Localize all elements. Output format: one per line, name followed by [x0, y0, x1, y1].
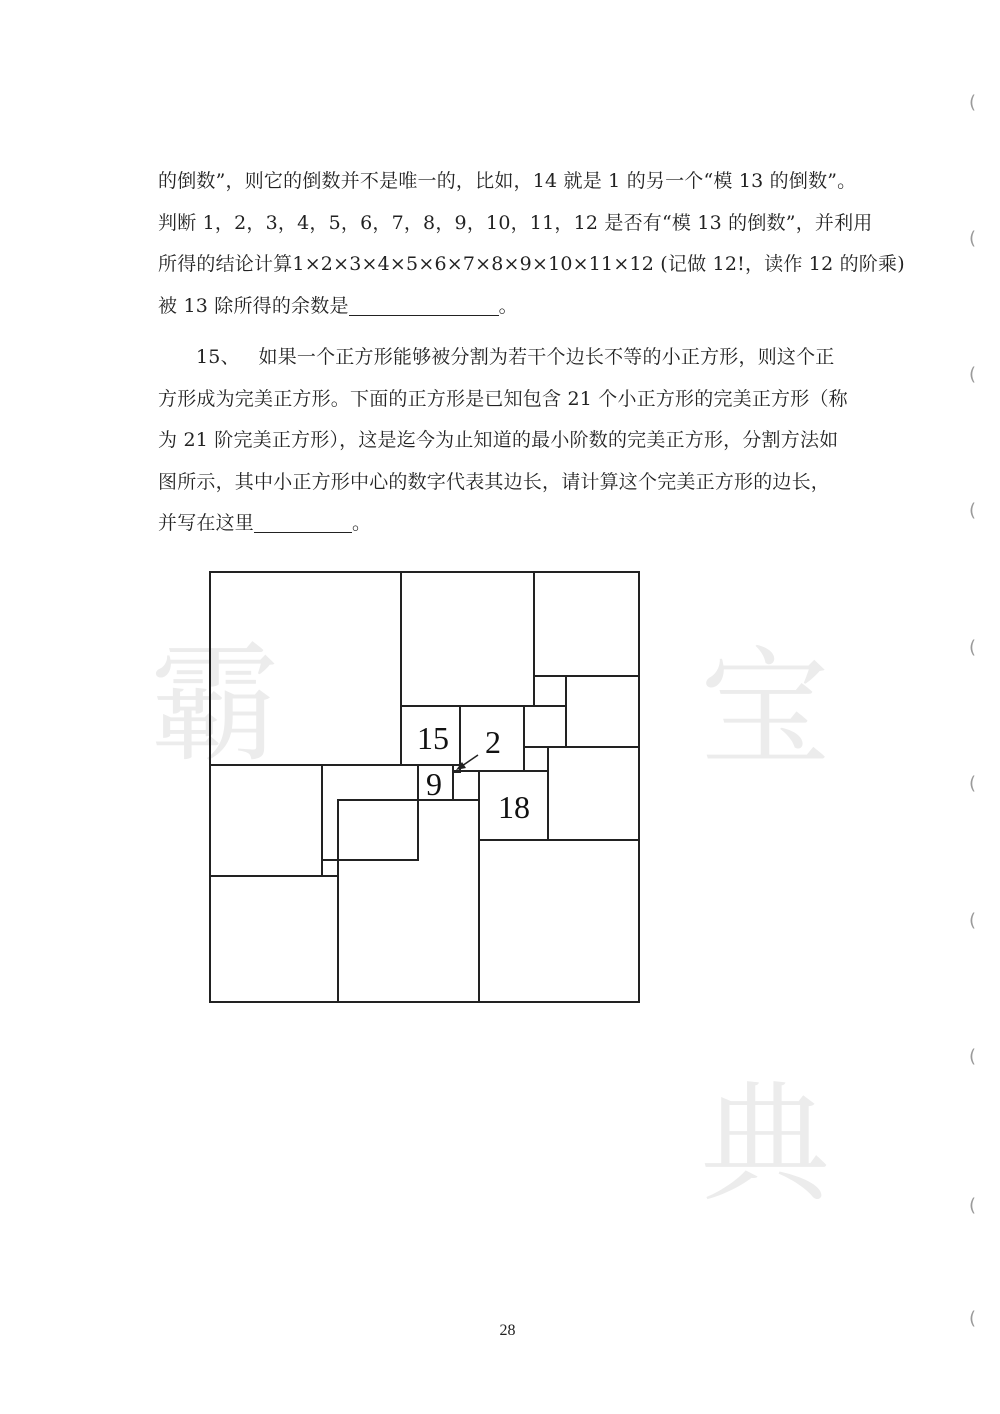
- q15-line-2: 方形成为完美正方形。下面的正方形是已知包含 21 个小正方形的完美正方形（称: [158, 387, 848, 410]
- page-number: 28: [499, 1322, 516, 1339]
- binder-hole-icon: (: [968, 910, 976, 931]
- sub-square: [524, 706, 566, 747]
- sub-square: [566, 676, 639, 747]
- q14-line-3: 所得的结论计算1×2×3×4×5×6×7×8×9×10×11×12 (记做 12!，读作 12 的阶乘): [158, 253, 905, 275]
- sub-square: [534, 676, 566, 706]
- q15-line-4: 图所示，其中小正方形中心的数字代表其边长，请计算这个完美正方形的边长，: [158, 470, 831, 493]
- label-9: 9: [426, 766, 442, 802]
- sub-square: [210, 876, 338, 1002]
- sub-square: [453, 771, 479, 800]
- binder-hole-icon: (: [968, 92, 976, 113]
- q15-line-1-text: 如果一个正方形能够被分割为若干个边长不等的小正方形，则这个正: [258, 346, 835, 368]
- q14-answer-prompt: 被 13 除所得的余数是: [158, 294, 349, 317]
- q15-answer-prompt: 并写在这里: [158, 512, 255, 534]
- binder-hole-icon: (: [968, 228, 976, 249]
- binder-hole-icon: (: [968, 364, 976, 385]
- q15-period: 。: [352, 512, 372, 534]
- sub-square: [338, 800, 479, 1002]
- binder-hole-icon: (: [968, 773, 976, 794]
- sub-square: [322, 765, 418, 860]
- binder-hole-icon: (: [968, 500, 976, 521]
- label-2: 2: [485, 724, 501, 760]
- q15-line-3: 为 21 阶完美正方形），这是迄今为止知道的最小阶数的完美正方形，分割方法如: [158, 429, 839, 451]
- binder-hole-icon: (: [968, 1046, 976, 1067]
- label-15: 15: [417, 720, 449, 756]
- watermark-left: 霸: [150, 628, 281, 780]
- watermark-right-top: 宝: [700, 633, 831, 785]
- sub-square: [401, 572, 534, 706]
- sub-square: [479, 840, 639, 1002]
- binder-hole-icon: (: [968, 637, 976, 658]
- binder-hole-icon: (: [968, 1308, 976, 1329]
- sub-square: [534, 572, 639, 676]
- sub-square: [210, 572, 401, 765]
- q15-number: 15、: [196, 346, 240, 368]
- watermark-right-bottom: 典: [700, 1068, 831, 1220]
- q14-line-2: 判断 1，2，3，4，5，6，7，8，9，10，11，12 是否有“模 13 的倒数”，并利用: [158, 211, 873, 234]
- sub-square: [210, 765, 322, 876]
- label-18: 18: [498, 789, 530, 825]
- q14-line-1: 的倒数”，则它的倒数并不是唯一的，比如，14 就是 1 的另一个“模 13 的倒数”。: [158, 170, 857, 192]
- sub-square: [548, 747, 639, 840]
- outer-square: [210, 572, 639, 1002]
- sub-square: [322, 860, 338, 876]
- binder-hole-icon: (: [968, 1195, 976, 1216]
- q14-period: 。: [498, 294, 518, 317]
